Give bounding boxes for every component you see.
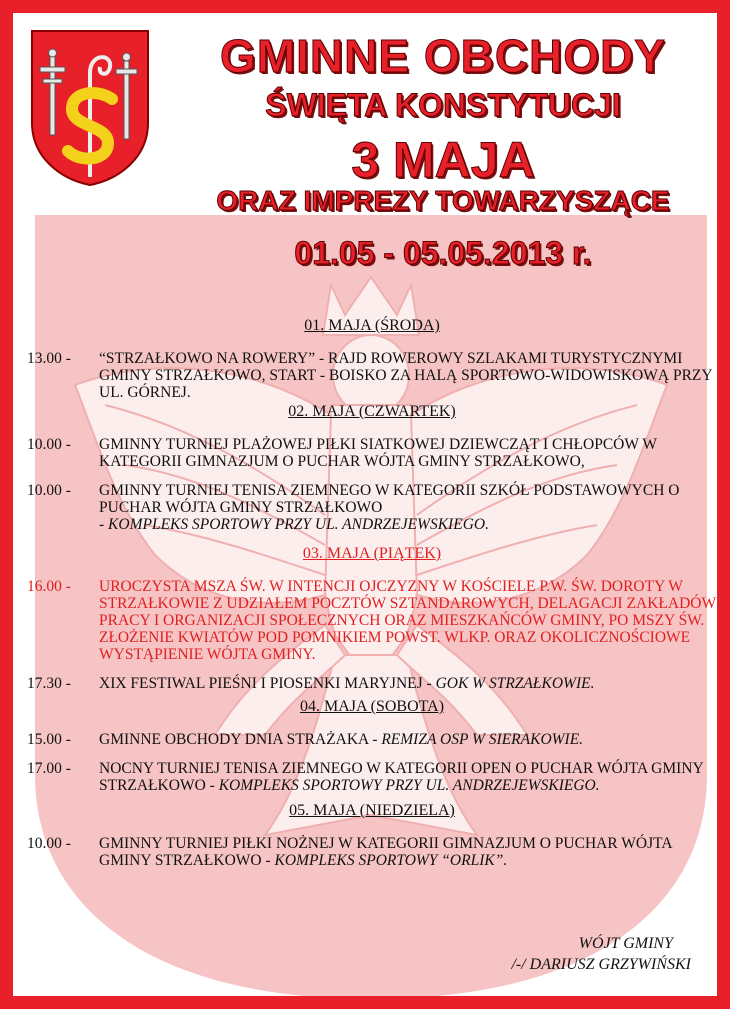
event-description bbox=[99, 675, 717, 692]
event-item bbox=[27, 436, 717, 470]
title-line-3: 3 MAJA bbox=[351, 132, 535, 188]
coat-of-arms-icon bbox=[28, 27, 152, 187]
day-heading-2: 02. MAJA (CZWARTEK) bbox=[288, 403, 456, 420]
event-dates: 01.05 - 05.05.2013 r. bbox=[294, 235, 592, 271]
event-item bbox=[27, 675, 717, 692]
event-item bbox=[27, 835, 717, 869]
event-item-highlighted bbox=[27, 578, 717, 663]
event-description bbox=[99, 482, 717, 533]
event-location: REMIZA OSP W SIERAKOWIE. bbox=[381, 731, 584, 748]
event-text: GMINNY TURNIEJ PIŁKI NOŻNEJ W KATEGORII GIMNAZJUM O PUCHAR WÓJTA GMINY STRZAŁKOWO - bbox=[99, 835, 672, 869]
event-item bbox=[27, 760, 717, 794]
event-time: 10.00 - bbox=[27, 835, 71, 852]
event-text: GMINNY TURNIEJ TENISA ZIEMNEGO W KATEGORII SZKÓŁ PODSTAWOWYCH O PUCHAR WÓJTA GMINY STRZAŁKOWO bbox=[99, 482, 680, 516]
event-item bbox=[27, 731, 717, 748]
signature-title: WÓJT GMINY bbox=[578, 935, 673, 952]
event-location: KOMPLEKS SPORTOWY “ORLIK”. bbox=[274, 852, 508, 869]
schedule bbox=[27, 317, 717, 881]
event-time: 13.00 - bbox=[27, 350, 71, 367]
event-location: KOMPLEKS SPORTOWY PRZY UL. ANDRZEJEWSKIEGO. bbox=[218, 777, 600, 794]
event-item bbox=[27, 482, 717, 533]
event-description: “STRZAŁKOWO NA ROWERY” - RAJD ROWEROWY SZLAKAMI TURYSTYCZNYMI GMINY STRZAŁKOWO, START - BOISKO ZA HALĄ SPORTOWO-WIDOWISKOWĄ PRZY UL. GÓRNEJ. bbox=[99, 350, 712, 401]
day-heading-3: 03. MAJA (PIĄTEK) bbox=[302, 545, 442, 562]
signature bbox=[511, 933, 691, 975]
title-line-1: GMINNE OBCHODY bbox=[220, 30, 666, 82]
title-line-2: ŚWIĘTA KONSTYTUCJI bbox=[265, 87, 621, 123]
day-heading-5: 05. MAJA (NIEDZIELA) bbox=[289, 802, 455, 819]
signature-name: /-/ DARIUSZ GRZYWIŃSKI bbox=[511, 956, 691, 973]
event-description: GMINNY TURNIEJ PLAŻOWEJ PIŁKI SIATKOWEJ DZIEWCZĄT I CHŁOPCÓW W KATEGORII GIMNAZJUM O PUCHAR WÓJTA GMINY STRZAŁKOWO, bbox=[99, 436, 657, 470]
event-time: 15.00 - bbox=[27, 731, 71, 748]
event-description bbox=[99, 835, 717, 869]
event-text: NOCNY TURNIEJ TENISA ZIEMNEGO W KATEGORII OPEN O PUCHAR WÓJTA GMINY STRZAŁKOWO - bbox=[99, 760, 704, 794]
event-description bbox=[99, 731, 717, 748]
title-line-4: ORAZ IMPREZY TOWARZYSZĄCE bbox=[216, 185, 670, 216]
event-time: 10.00 - bbox=[27, 482, 71, 499]
event-item bbox=[27, 350, 717, 401]
day-heading-4: 04. MAJA (SOBOTA) bbox=[299, 698, 445, 715]
event-time: 10.00 - bbox=[27, 436, 71, 453]
day-heading-1: 01. MAJA (ŚRODA) bbox=[304, 317, 440, 334]
event-location: GOK W STRZAŁKOWIE. bbox=[435, 675, 595, 692]
event-text: XIX FESTIWAL PIEŚNI I PIOSENKI MARYJNEJ - bbox=[99, 675, 432, 692]
event-description: UROCZYSTA MSZA ŚW. W INTENCJI OJCZYZNY W KOŚCIELE P.W. ŚW. DOROTY W STRZAŁKOWIE Z UDZIAŁEM POCZTÓW SZTANDAROWYCH, DELAGACJI ZAKŁADÓW PRACY I ORGANIZACJI SPOŁECZNYCH ORAZ MIESZKAŃCÓW GMINY, PO MSZY ŚW. ZŁOŻENIE KWIATÓW POD POMNIKIEM POWST. WLKP. ORAZ OKOLICZNOŚCIOWE WYSTĄPIENIE WÓJTA GMINY. bbox=[99, 578, 716, 663]
event-description bbox=[99, 760, 717, 794]
event-text: GMINNE OBCHODY DNIA STRAŻAKA - bbox=[99, 731, 378, 748]
event-time: 17.30 - bbox=[27, 675, 71, 692]
event-location: - KOMPLEKS SPORTOWY PRZY UL. ANDRZEJEWSKIEGO. bbox=[99, 516, 489, 533]
event-time: 17.00 - bbox=[27, 760, 71, 777]
event-time: 16.00 - bbox=[27, 578, 71, 595]
